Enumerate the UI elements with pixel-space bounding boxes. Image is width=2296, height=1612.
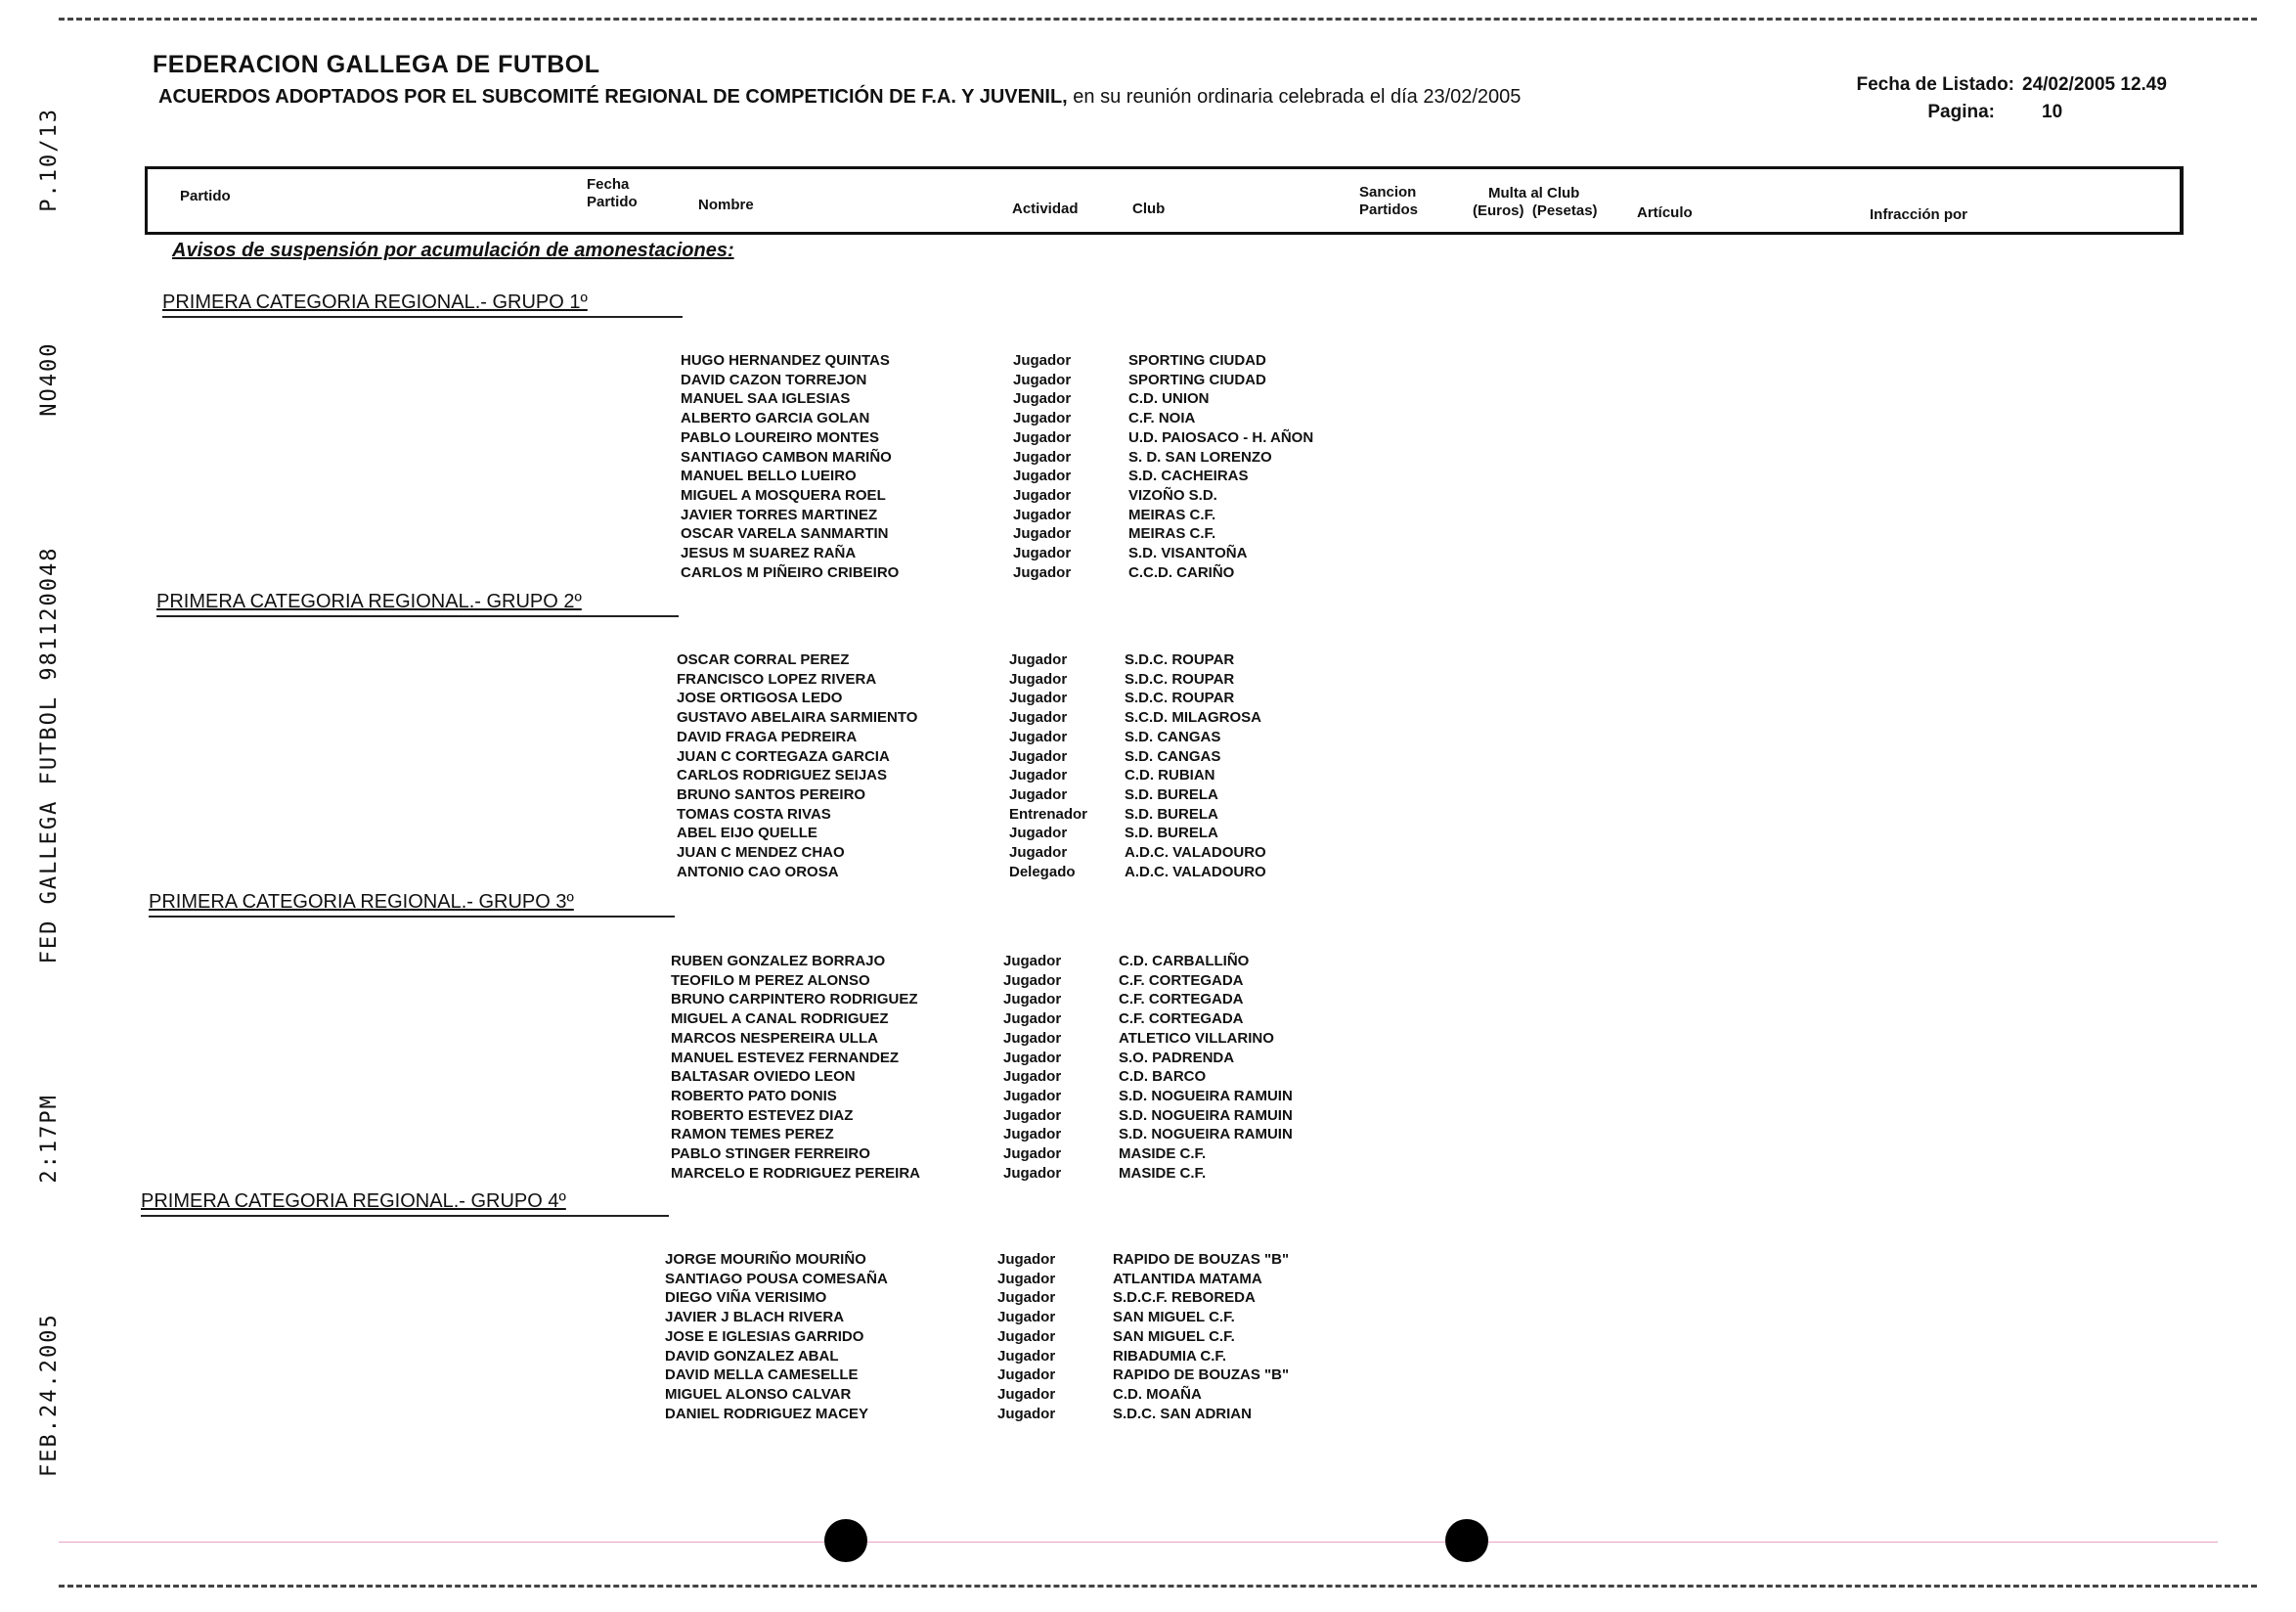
document-subtitle: ACUERDOS ADOPTADOS POR EL SUBCOMITÉ REGIONAL DE COMPETICIÓN DE F.A. Y JUVENIL, en su reunión ordinaria celebrada el día 23/02/2005 bbox=[158, 86, 1522, 108]
club-name: S.D. NOGUEIRA RAMUIN bbox=[1119, 1087, 1293, 1104]
player-name: BRUNO SANTOS PEREIRO bbox=[677, 785, 866, 803]
activity: Jugador bbox=[1003, 1068, 1062, 1086]
activity: Jugador bbox=[997, 1270, 1056, 1287]
fax-time: 2:17PM bbox=[37, 1094, 62, 1184]
activity: Jugador bbox=[1013, 525, 1072, 543]
club-name: U.D. PAIOSACO - H. AÑON bbox=[1128, 428, 1314, 446]
activity: Jugador bbox=[997, 1405, 1056, 1422]
activity: Jugador bbox=[1003, 1145, 1062, 1163]
club-name: S.D.C.F. REBOREDA bbox=[1113, 1289, 1256, 1307]
activity: Jugador bbox=[997, 1309, 1056, 1326]
player-name: MARCOS NESPEREIRA ULLA bbox=[671, 1029, 878, 1047]
player-name: BALTASAR OVIEDO LEON bbox=[671, 1068, 856, 1086]
club-name: MEIRAS C.F. bbox=[1128, 506, 1216, 523]
club-name: C.D. MOAÑA bbox=[1113, 1385, 1202, 1403]
activity: Jugador bbox=[1003, 1106, 1062, 1124]
list-item bbox=[671, 1087, 1353, 1106]
club-name: C.F. NOIA bbox=[1128, 410, 1196, 427]
player-name: JOSE ORTIGOSA LEDO bbox=[677, 690, 843, 707]
list-item bbox=[671, 1164, 1353, 1184]
activity: Jugador bbox=[1013, 410, 1072, 427]
player-name: PABLO STINGER FERREIRO bbox=[671, 1145, 870, 1163]
punch-hole-left bbox=[824, 1519, 867, 1562]
club-name: S.D.C. ROUPAR bbox=[1125, 670, 1235, 688]
club-name: VIZOÑO S.D. bbox=[1128, 486, 1217, 504]
player-name: MARCELO E RODRIGUEZ PEREIRA bbox=[671, 1164, 921, 1182]
player-name: SANTIAGO POUSA COMESAÑA bbox=[665, 1270, 888, 1287]
col-articulo: Artículo bbox=[1637, 204, 1693, 221]
activity: Jugador bbox=[1009, 825, 1068, 842]
activity: Jugador bbox=[1009, 747, 1068, 765]
list-item bbox=[671, 990, 1353, 1009]
club-name: S.D. CANGAS bbox=[1125, 747, 1221, 765]
club-name: MASIDE C.F. bbox=[1119, 1145, 1207, 1163]
list-item bbox=[681, 448, 1363, 468]
list-item bbox=[671, 1067, 1353, 1087]
col-club: Club bbox=[1132, 201, 1166, 217]
list-item bbox=[665, 1347, 1347, 1366]
activity: Jugador bbox=[1009, 844, 1068, 862]
club-name: S.D. NOGUEIRA RAMUIN bbox=[1119, 1106, 1293, 1124]
list-item bbox=[681, 351, 1363, 371]
activity: Jugador bbox=[1003, 1049, 1062, 1066]
fax-page: P.10/13 bbox=[37, 108, 62, 212]
club-name: S.D.C. ROUPAR bbox=[1125, 690, 1235, 707]
activity: Jugador bbox=[1009, 709, 1068, 727]
club-name: S.D. VISANTOÑA bbox=[1128, 545, 1248, 562]
player-name: DIEGO VIÑA VERISIMO bbox=[665, 1289, 827, 1307]
col-fecha-partido: Fecha Partido bbox=[587, 176, 638, 210]
player-name: CARLOS RODRIGUEZ SEIJAS bbox=[677, 767, 888, 784]
club-name: S.D. NOGUEIRA RAMUIN bbox=[1119, 1126, 1293, 1143]
list-item bbox=[677, 708, 1359, 728]
activity: Jugador bbox=[1009, 728, 1068, 745]
activity: Jugador bbox=[1009, 670, 1068, 688]
club-name: C.C.D. CARIÑO bbox=[1128, 563, 1235, 581]
club-name: S.D.C. ROUPAR bbox=[1125, 651, 1235, 668]
list-item bbox=[671, 971, 1353, 991]
player-name: RAMON TEMES PEREZ bbox=[671, 1126, 834, 1143]
fax-top-edge bbox=[59, 18, 2257, 21]
group-2-title: PRIMERA CATEGORIA REGIONAL.- GRUPO 2º bbox=[156, 591, 679, 617]
activity: Jugador bbox=[1003, 953, 1062, 969]
list-item bbox=[677, 689, 1359, 708]
player-name: JUAN C MENDEZ CHAO bbox=[677, 844, 845, 862]
club-name: SPORTING CIUDAD bbox=[1128, 352, 1266, 369]
player-name: GUSTAVO ABELAIRA SARMIENTO bbox=[677, 709, 918, 727]
club-name: C.D. CARBALLIÑO bbox=[1119, 953, 1250, 969]
list-item bbox=[665, 1327, 1347, 1347]
col-infraccion: Infracción por bbox=[1870, 206, 1968, 223]
list-item bbox=[665, 1385, 1347, 1405]
scan-line bbox=[59, 1542, 2218, 1543]
club-name: RAPIDO DE BOUZAS "B" bbox=[1113, 1251, 1290, 1268]
player-name: ROBERTO ESTEVEZ DIAZ bbox=[671, 1106, 854, 1124]
player-name: HUGO HERNANDEZ QUINTAS bbox=[681, 352, 890, 369]
player-name: ANTONIO CAO OROSA bbox=[677, 863, 839, 880]
list-item bbox=[681, 563, 1363, 583]
club-name: C.D. UNION bbox=[1128, 390, 1210, 408]
group-1-list bbox=[681, 351, 1363, 582]
activity: Jugador bbox=[1009, 690, 1068, 707]
group-1-title: PRIMERA CATEGORIA REGIONAL.- GRUPO 1º bbox=[162, 291, 683, 318]
activity: Jugador bbox=[997, 1327, 1056, 1345]
group-2-list bbox=[677, 650, 1359, 881]
activity: Jugador bbox=[1013, 428, 1072, 446]
activity: Jugador bbox=[1003, 1126, 1062, 1143]
player-name: PABLO LOUREIRO MONTES bbox=[681, 428, 880, 446]
club-name: S.O. PADRENDA bbox=[1119, 1049, 1235, 1066]
list-item bbox=[671, 1144, 1353, 1164]
activity: Jugador bbox=[1009, 767, 1068, 784]
list-item bbox=[681, 389, 1363, 409]
club-name: C.D. RUBIAN bbox=[1125, 767, 1215, 784]
activity: Jugador bbox=[1013, 352, 1072, 369]
activity: Jugador bbox=[1013, 371, 1072, 388]
activity: Jugador bbox=[997, 1385, 1056, 1403]
list-item bbox=[665, 1288, 1347, 1308]
fax-doc: NO400 bbox=[37, 341, 62, 417]
club-name: MEIRAS C.F. bbox=[1128, 525, 1216, 543]
activity: Jugador bbox=[1013, 545, 1072, 562]
list-item bbox=[665, 1270, 1347, 1289]
activity: Jugador bbox=[1003, 1087, 1062, 1104]
activity: Jugador bbox=[1009, 651, 1068, 668]
player-name: OSCAR VARELA SANMARTIN bbox=[681, 525, 889, 543]
listing-info bbox=[1829, 74, 2167, 129]
col-sancion-partidos: Sancion Partidos bbox=[1359, 184, 1419, 218]
club-name: C.D. BARCO bbox=[1119, 1068, 1207, 1086]
list-item bbox=[677, 824, 1359, 843]
club-name: MASIDE C.F. bbox=[1119, 1164, 1207, 1182]
player-name: FRANCISCO LOPEZ RIVERA bbox=[677, 670, 877, 688]
list-item bbox=[671, 952, 1353, 971]
club-name: S.C.D. MILAGROSA bbox=[1125, 709, 1262, 727]
list-item bbox=[681, 409, 1363, 428]
club-name: C.F. CORTEGADA bbox=[1119, 1010, 1244, 1028]
punch-hole-right bbox=[1445, 1519, 1488, 1562]
club-name: ATLANTIDA MATAMA bbox=[1113, 1270, 1262, 1287]
activity: Entrenador bbox=[1009, 805, 1088, 823]
player-name: OSCAR CORRAL PEREZ bbox=[677, 651, 850, 668]
list-item bbox=[665, 1366, 1347, 1385]
activity: Jugador bbox=[1009, 785, 1068, 803]
group-4-title: PRIMERA CATEGORIA REGIONAL.- GRUPO 4º bbox=[141, 1190, 669, 1217]
player-name: JUAN C CORTEGAZA GARCIA bbox=[677, 747, 890, 765]
section-title: Avisos de suspensión por acumulación de amonestaciones: bbox=[172, 240, 734, 261]
list-item bbox=[671, 1106, 1353, 1126]
player-name: MIGUEL A CANAL RODRIGUEZ bbox=[671, 1010, 889, 1028]
club-name: SAN MIGUEL C.F. bbox=[1113, 1327, 1235, 1345]
pagina-value: 10 bbox=[2042, 102, 2063, 122]
activity: Jugador bbox=[997, 1366, 1056, 1384]
list-item bbox=[665, 1405, 1347, 1424]
group-3-title: PRIMERA CATEGORIA REGIONAL.- GRUPO 3º bbox=[149, 891, 675, 918]
player-name: MANUEL SAA IGLESIAS bbox=[681, 390, 851, 408]
club-name: S. D. SAN LORENZO bbox=[1128, 448, 1272, 466]
activity: Jugador bbox=[1013, 506, 1072, 523]
list-item bbox=[677, 670, 1359, 690]
activity: Jugador bbox=[997, 1347, 1056, 1365]
list-item bbox=[671, 1009, 1353, 1029]
fax-date: FEB.24.2005 bbox=[37, 1313, 62, 1477]
player-name: DAVID CAZON TORREJON bbox=[681, 371, 867, 388]
player-name: TOMAS COSTA RIVAS bbox=[677, 805, 831, 823]
club-name: RAPIDO DE BOUZAS "B" bbox=[1113, 1366, 1290, 1384]
activity: Jugador bbox=[1003, 991, 1062, 1008]
player-name: JAVIER TORRES MARTINEZ bbox=[681, 506, 878, 523]
club-name: S.D. CACHEIRAS bbox=[1128, 468, 1249, 485]
player-name: MANUEL ESTEVEZ FERNANDEZ bbox=[671, 1049, 900, 1066]
player-name: DAVID GONZALEZ ABAL bbox=[665, 1347, 839, 1365]
player-name: CARLOS M PIÑEIRO CRIBEIRO bbox=[681, 563, 900, 581]
pagina-label: Pagina: bbox=[1927, 102, 1995, 122]
activity: Delegado bbox=[1009, 863, 1076, 880]
list-item bbox=[671, 1125, 1353, 1144]
player-name: DAVID MELLA CAMESELLE bbox=[665, 1366, 859, 1384]
club-name: A.D.C. VALADOURO bbox=[1125, 863, 1266, 880]
list-item bbox=[681, 371, 1363, 390]
club-name: S.D. BURELA bbox=[1125, 785, 1218, 803]
fecha-listado-label: Fecha de Listado: bbox=[1856, 74, 2014, 95]
club-name: C.F. CORTEGADA bbox=[1119, 991, 1244, 1008]
activity: Jugador bbox=[1013, 468, 1072, 485]
player-name: MANUEL BELLO LUEIRO bbox=[681, 468, 857, 485]
player-name: SANTIAGO CAMBON MARIÑO bbox=[681, 448, 892, 466]
list-item bbox=[681, 524, 1363, 544]
list-item bbox=[677, 650, 1359, 670]
group-4-list bbox=[665, 1250, 1347, 1423]
activity: Jugador bbox=[1003, 1029, 1062, 1047]
list-item bbox=[677, 843, 1359, 863]
player-name: DANIEL RODRIGUEZ MACEY bbox=[665, 1405, 869, 1422]
club-name: C.F. CORTEGADA bbox=[1119, 971, 1244, 989]
list-item bbox=[677, 805, 1359, 825]
list-item bbox=[677, 728, 1359, 747]
col-multa: Multa al Club (Euros) (Pesetas) bbox=[1473, 185, 1598, 219]
club-name: ATLETICO VILLARINO bbox=[1119, 1029, 1274, 1047]
col-nombre: Nombre bbox=[698, 197, 754, 213]
club-name: S.D. BURELA bbox=[1125, 805, 1218, 823]
club-name: S.D.C. SAN ADRIAN bbox=[1113, 1405, 1252, 1422]
activity: Jugador bbox=[1013, 448, 1072, 466]
list-item bbox=[665, 1250, 1347, 1270]
player-name: JORGE MOURIÑO MOURIÑO bbox=[665, 1251, 866, 1268]
fax-sender: FED GALLEGA FUTBOL 981120048 bbox=[37, 546, 62, 964]
group-3-list bbox=[671, 952, 1353, 1183]
club-name: A.D.C. VALADOURO bbox=[1125, 844, 1266, 862]
activity: Jugador bbox=[1013, 563, 1072, 581]
player-name: JOSE E IGLESIAS GARRIDO bbox=[665, 1327, 864, 1345]
list-item bbox=[681, 506, 1363, 525]
list-item bbox=[671, 1029, 1353, 1049]
activity: Jugador bbox=[1003, 1164, 1062, 1182]
col-actividad: Actividad bbox=[1012, 201, 1079, 217]
list-item bbox=[681, 467, 1363, 486]
list-item bbox=[677, 863, 1359, 882]
club-name: RIBADUMIA C.F. bbox=[1113, 1347, 1227, 1365]
player-name: TEOFILO M PEREZ ALONSO bbox=[671, 971, 870, 989]
club-name: S.D. CANGAS bbox=[1125, 728, 1221, 745]
player-name: JESUS M SUAREZ RAÑA bbox=[681, 545, 857, 562]
list-item bbox=[681, 544, 1363, 563]
player-name: MIGUEL ALONSO CALVAR bbox=[665, 1385, 852, 1403]
list-item bbox=[677, 785, 1359, 805]
player-name: RUBEN GONZALEZ BORRAJO bbox=[671, 953, 886, 969]
activity: Jugador bbox=[997, 1289, 1056, 1307]
list-item bbox=[677, 747, 1359, 767]
player-name: ROBERTO PATO DONIS bbox=[671, 1087, 837, 1104]
fecha-listado-value: 24/02/2005 12.49 bbox=[2022, 74, 2167, 95]
player-name: BRUNO CARPINTERO RODRIGUEZ bbox=[671, 991, 918, 1008]
club-name: SPORTING CIUDAD bbox=[1128, 371, 1266, 388]
document-title: FEDERACION GALLEGA DE FUTBOL bbox=[153, 51, 600, 78]
player-name: ALBERTO GARCIA GOLAN bbox=[681, 410, 870, 427]
club-name: SAN MIGUEL C.F. bbox=[1113, 1309, 1235, 1326]
list-item bbox=[671, 1049, 1353, 1068]
list-item bbox=[665, 1308, 1347, 1327]
player-name: MIGUEL A MOSQUERA ROEL bbox=[681, 486, 886, 504]
fax-bottom-edge bbox=[59, 1585, 2257, 1588]
activity: Jugador bbox=[1013, 390, 1072, 408]
player-name: DAVID FRAGA PEDREIRA bbox=[677, 728, 858, 745]
player-name: JAVIER J BLACH RIVERA bbox=[665, 1309, 845, 1326]
list-item bbox=[677, 766, 1359, 785]
club-name: S.D. BURELA bbox=[1125, 825, 1218, 842]
list-item bbox=[681, 428, 1363, 448]
fax-header-strip bbox=[37, 108, 62, 1477]
activity: Jugador bbox=[1013, 486, 1072, 504]
list-item bbox=[681, 486, 1363, 506]
player-name: ABEL EIJO QUELLE bbox=[677, 825, 817, 842]
col-partido: Partido bbox=[180, 188, 231, 204]
activity: Jugador bbox=[1003, 1010, 1062, 1028]
activity: Jugador bbox=[997, 1251, 1056, 1268]
activity: Jugador bbox=[1003, 971, 1062, 989]
